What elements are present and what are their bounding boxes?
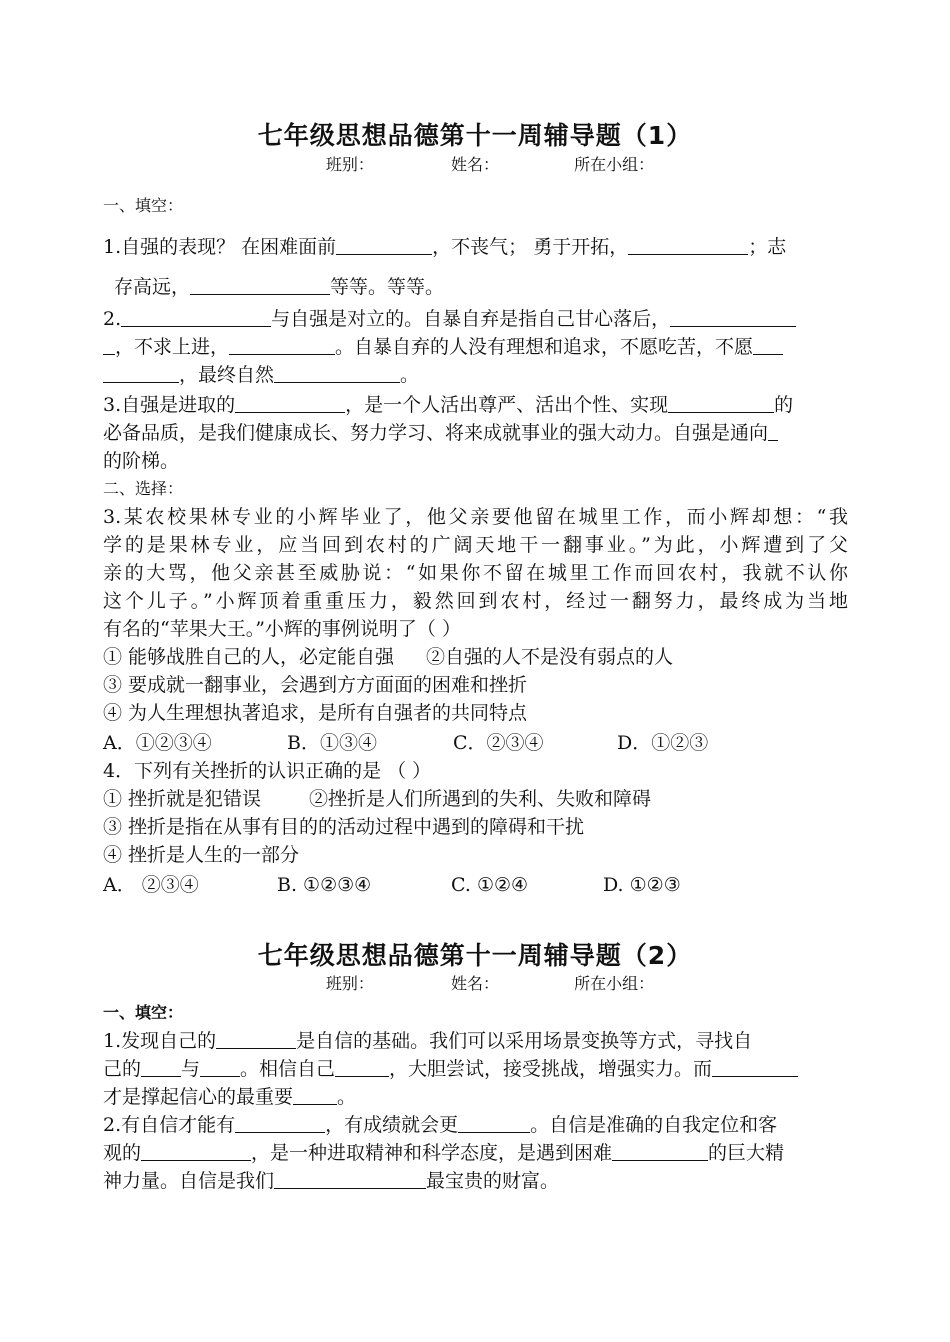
q1-text: 。相信自己 [240, 1058, 336, 1080]
q2-text: 神力量。自信是我们 [103, 1170, 275, 1192]
q2-text: 观的 [103, 1142, 142, 1164]
choice4-option-4: ④ 挫折是人生的一部分 [103, 844, 300, 866]
blank [121, 308, 271, 327]
class-label: 班别： [325, 974, 374, 993]
answer-d: D. ①②③ [603, 874, 681, 896]
blank [103, 336, 115, 355]
q1-text: 存高远， [114, 276, 191, 298]
sheet2-q2-line3 [103, 1166, 848, 1193]
q2-text: ，是一种进取精神和科学态度，是遇到困难 [251, 1142, 613, 1164]
sheet1-q1-line1 [103, 232, 848, 259]
sheet1-section-choice: 二、选择： [103, 479, 184, 498]
blank [274, 1170, 426, 1189]
option-1: ① 能够战胜自己的人，必定能自强 [103, 646, 395, 668]
blank [628, 236, 748, 255]
q1-text: 1.自强的表现？ 在困难面前 [103, 236, 337, 258]
name-label: 姓名： [451, 974, 500, 993]
choice3-stem-line3: 亲的大骂，他父亲甚至威胁说：“如果你不留在城里工作而回农村，我就不认你 [103, 562, 848, 584]
q3-text: 必备品质，是我们健康成长、努力学习、将来成就事业的强大动力。自强是通向 [103, 422, 769, 444]
q3-text: ，是一个人活出尊严、活出个性、实现 [345, 394, 669, 416]
sheet1-q3-line2 [103, 418, 848, 445]
q1-text: 。 [337, 1086, 357, 1108]
choice4-answers [103, 870, 848, 897]
blank [458, 1114, 530, 1133]
group-label: 所在小组： [574, 974, 655, 993]
q1-text: 与 [181, 1058, 201, 1080]
sheet2-q1-line1 [103, 1026, 848, 1053]
sheet1-q1-line2 [114, 272, 859, 299]
q2-text: 的巨大精 [708, 1142, 785, 1164]
q1-text: 己的 [103, 1058, 142, 1080]
choice4-options-row1 [103, 784, 848, 811]
sheet1-section-fill: 一、填空： [103, 196, 184, 215]
blank [141, 1142, 251, 1161]
choice4-option-3: ③ 挫折是指在从事有目的的活动过程中遇到的障碍和干扰 [103, 816, 585, 838]
q1-text: 才是撑起信心的最重要 [103, 1086, 294, 1108]
choice3-option-4: ④ 为人生理想执著追求，是所有自强者的共同特点 [103, 702, 528, 724]
option-2: ②自强的人不是没有弱点的人 [426, 646, 674, 668]
option-1: ① 挫折就是犯错误 [103, 788, 262, 810]
q2-text: ，不求上进， [115, 336, 230, 358]
option-2: ②挫折是人们所遇到的失利、失败和障碍 [309, 788, 652, 810]
blank [753, 336, 783, 355]
answer-b: B．①③④ [287, 732, 377, 754]
blank [216, 1030, 296, 1049]
q1-text: ；志 [748, 236, 787, 258]
blank [712, 1058, 798, 1077]
q1-text: 等等。等等。 [330, 276, 445, 298]
sheet1-title: 七年级思想品德第十一周辅导题（1） [257, 121, 693, 150]
blank [235, 394, 345, 413]
choice3-option-3: ③ 要成就一翻事业，会遇到方方面面的困难和挫折 [103, 674, 528, 696]
sheet2-section-fill: 一、填空： [103, 1003, 184, 1022]
q3-text: 3.自强是进取的 [103, 394, 236, 416]
name-label: 姓名： [451, 155, 500, 174]
answer-c: C．②③④ [453, 732, 544, 754]
sheet1-q2-line2 [103, 332, 848, 359]
group-label: 所在小组： [574, 155, 655, 174]
q1-text: 1.发现自己的 [103, 1030, 217, 1052]
sheet1-meta [0, 152, 950, 175]
sheet2-q1-line3 [103, 1082, 848, 1109]
answer-d: D．①②③ [617, 732, 709, 754]
blank [612, 1142, 708, 1161]
q2-text: 与自强是对立的。自暴自弃是指自己甘心落后， [271, 308, 671, 330]
answer-b: B. ①②③④ [277, 874, 372, 896]
blank [190, 276, 330, 295]
blank [235, 1114, 325, 1133]
q2-text: 。 [400, 364, 420, 386]
choice3-stem-line5: 有名的“苹果大王。”小辉的事例说明了（ ） [103, 618, 461, 640]
q2-text: 。自信是准确的自我定位和客 [530, 1114, 778, 1136]
blank [293, 1086, 337, 1105]
sheet2-q1-line2 [103, 1054, 848, 1081]
blank [141, 1058, 181, 1077]
blank [668, 394, 774, 413]
sheet2-q2-line2 [103, 1138, 848, 1165]
q2-text: ，最终自然 [179, 364, 275, 386]
q3-text: 的 [774, 394, 794, 416]
q1-text: 是自信的基础。我们可以采用场景变换等方式，寻找自 [296, 1030, 753, 1052]
sheet1-q2-line1 [103, 304, 848, 331]
answer-c: C. ①②④ [451, 874, 529, 896]
blank [229, 336, 335, 355]
blank [336, 236, 432, 255]
sheet2-meta [0, 971, 950, 994]
choice3-options-row1 [103, 642, 848, 669]
q2-text: ，有成绩就会更 [325, 1114, 459, 1136]
sheet1-q3-line1 [103, 390, 848, 417]
choice3-answers [103, 728, 848, 755]
q2-text: 最宝贵的财富。 [426, 1170, 560, 1192]
sheet2-title: 七年级思想品德第十一周辅导题（2） [257, 941, 693, 970]
blank [200, 1058, 240, 1077]
q2-text: 。自暴自弃的人没有理想和追求，不愿吃苦，不愿 [335, 336, 754, 358]
q1-text: ，不丧气； 勇于开拓， [432, 236, 629, 258]
answer-a: A． ②③④ [103, 874, 199, 896]
blank [274, 364, 400, 383]
sheet2-q2-line1 [103, 1110, 848, 1137]
class-label: 班别： [325, 155, 374, 174]
sheet1-q3-line3: 的阶梯。 [103, 450, 180, 472]
answer-a: A．①②③④ [103, 732, 212, 754]
choice3-stem-line1: 3.某农校果林专业的小辉毕业了，他父亲要他留在城里工作，而小辉却想：“我 [103, 506, 848, 528]
sheet1-q2-line3 [103, 360, 848, 387]
q1-text: ，大胆尝试，接受挑战，增强实力。而 [389, 1058, 713, 1080]
blank [768, 422, 778, 441]
choice4-stem: 4．下列有关挫折的认识正确的是 （ ） [103, 760, 432, 782]
q2-text: 2. [103, 308, 122, 330]
choice3-stem-line4: 这个儿子。”小辉顶着重重压力，毅然回到农村，经过一翻努力，最终成为当地 [103, 590, 848, 612]
blank [335, 1058, 389, 1077]
q2-text: 2.有自信才能有 [103, 1114, 236, 1136]
blank [103, 364, 179, 383]
choice3-stem-line2: 学的是果林专业，应当回到农村的广阔天地干一翻事业。”为此，小辉遭到了父 [103, 534, 848, 556]
blank [670, 308, 796, 327]
